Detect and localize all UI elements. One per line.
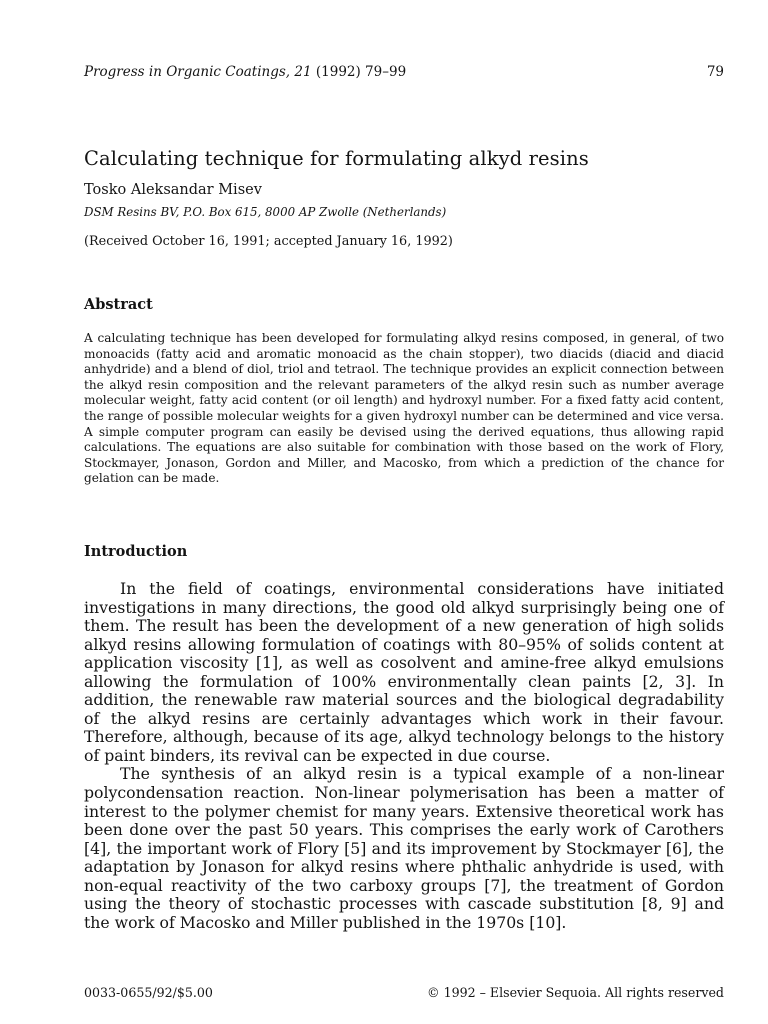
author-name: Tosko Aleksandar Misev: [84, 182, 262, 198]
page-number: 79: [706, 64, 724, 80]
introduction-body: [84, 580, 724, 932]
article-title: Calculating technique for formulating alkyd resins: [84, 147, 589, 171]
article-code: 0033-0655/92/$5.00: [84, 985, 213, 1000]
running-head: [84, 64, 724, 84]
abstract-text: A calculating technique has been developed for formulating alkyd resins composed, in general, of two monoacids (fatty acid and aromatic monoacid as the chain stopper), two diacids (diacid and diacid anhydride) and a blend of diol, triol and tetraol. The technique provides an explicit connection between the alkyd resin composition and the relevant parameters of the alkyd resin such as number average molecular weight, fatty acid content (or oil length) and hydroxyl number. For a fixed fatty acid content, the range of possible molecular weights for a given hydroxyl number can be determined and vice versa. A simple computer program can easily be devised using the derived equations, thus allowing rapid calculations. The equations are also suitable for combination with those based on the work of Flory, Stockmayer, Jonason, Gordon and Miller, and Macosko, from which a prediction of the chance for gelation can be made.: [84, 331, 724, 486]
journal-year-pages: (1992) 79–99: [315, 64, 407, 80]
received-dates: (Received October 16, 1991; accepted January 16, 1992): [84, 234, 453, 249]
copyright-notice: © 1992 – Elsevier Sequoia. All rights reserved: [426, 985, 724, 1000]
abstract-heading: Abstract: [84, 296, 153, 313]
page-footer: [84, 985, 724, 1003]
introduction-paragraph: In the field of coatings, environmental considerations have initiated investigations in many directions, the good old alkyd surprisingly being one of them. The result has been the development of a new generation of high solids alkyd resins allowing formulation of coatings with 80–95% of solids content at application viscosity [1], as well as cosolvent and amine-free alkyd emulsions allowing the formulation of 100% environmentally clean paints [2, 3]. In addition, the renewable raw material sources and the biological degradability of the alkyd resins are certainly advantages which work in their favour. Therefore, although, because of its age, alkyd technology belongs to the history of paint binders, its revival can be expected in due course.: [84, 579, 724, 765]
author-affiliation: DSM Resins BV, P.O. Box 615, 8000 AP Zwolle (Netherlands): [84, 205, 447, 219]
journal-name: Progress in Organic Coatings: [84, 64, 286, 80]
introduction-heading: Introduction: [84, 543, 188, 560]
introduction-paragraph: The synthesis of an alkyd resin is a typical example of a non-linear polycondensation reaction. Non-linear polymerisation has been a matter of interest to the polymer chemist for many years. Extensive theoretical work has been done over the past 50 years. This comprises the early work of Carothers [4], the important work of Flory [5] and its improvement by Stockmayer [6], the adaptation by Jonason for alkyd resins where phthalic anhydride is used, with non-equal reactivity of the two carboxy groups [7], the treatment of Gordon using the theory of stochastic processes with cascade substitution [8, 9] and the work of Macosko and Miller published in the 1970s [10].: [84, 764, 724, 932]
journal-volume: 21: [294, 64, 312, 80]
journal-citation: Progress in Organic Coatings, 21 (1992) 79–99: [84, 64, 407, 80]
